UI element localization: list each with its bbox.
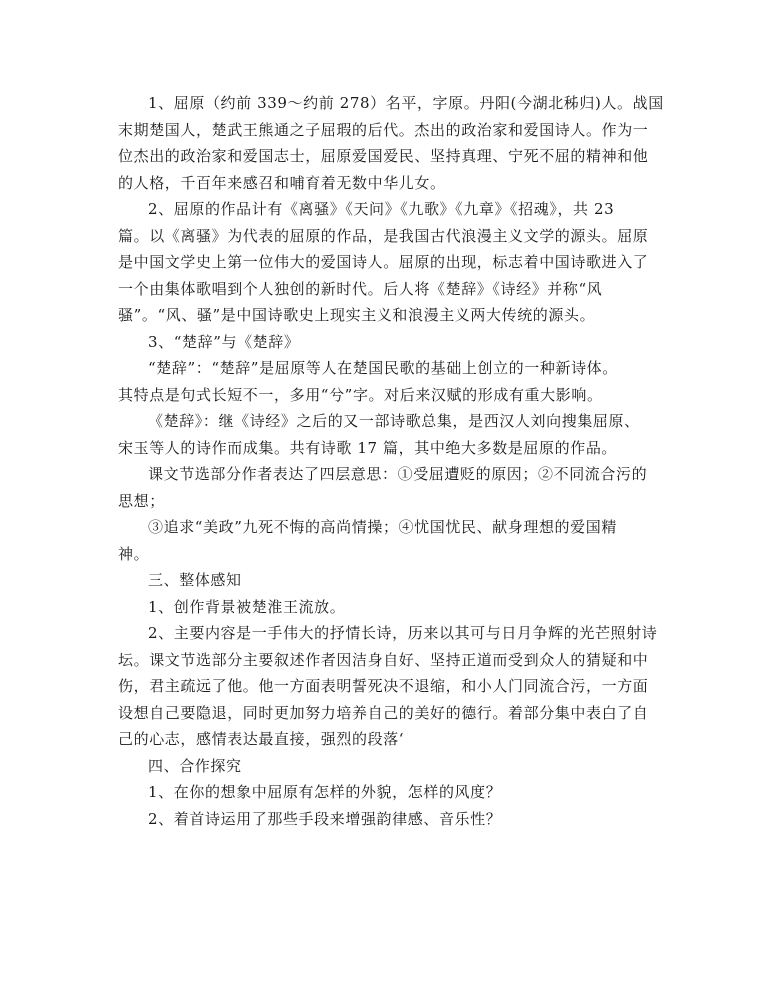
text-line: 设想自己要隐退，同时更加努力培养自己的美好的德行。着部分集中表白了自 (118, 703, 649, 722)
text-line: 1、创作背景被楚淮王流放。 (148, 597, 346, 616)
text-line: “楚辞”：“楚辞”是屈原等人在楚国民歌的基础上创立的一种新诗体。 (148, 359, 618, 377)
text-line: 篇。以《离骚》为代表的屈原的作品，是我国古代浪漫主义文学的源头。屈原 (118, 226, 649, 245)
document-body (118, 90, 664, 832)
text-line: 2、屈原的作品计有《离骚》《天问》《九歌》《九章》《招魂》，共 23 (148, 200, 615, 218)
text-line: 位杰出的政治家和爱国志士，屈原爱国爱民、坚持真理、宁死不屈的精神和他 (118, 147, 649, 165)
text-line: ③追求“美政”九死不悔的高尚情操；④忧国忧民、献身理想的爱国精 (148, 518, 617, 536)
paragraph-qu-yuan-bio (118, 90, 664, 196)
section-heading: 四、合作探究 (148, 756, 242, 775)
paragraph-main-content (118, 620, 658, 753)
paragraph-section-four (118, 753, 650, 780)
text-line: 宋玉等人的诗作而成集。共有诗歌 17 篇，其中绝大多数是屈原的作品。 (118, 438, 618, 457)
paragraph-chuci-heading (118, 329, 650, 356)
paragraph-works (118, 196, 650, 329)
text-line: 《楚辞》：继《诗经》之后的又一部诗歌总集，是西汉人刘向搜集屈原、 (148, 412, 640, 430)
paragraph-chuci-book (118, 408, 650, 461)
section-heading: 三、整体感知 (148, 571, 242, 589)
section-heading: 3、“楚辞”与《楚辞》 (148, 332, 300, 351)
text-line: 2、主要内容是一手伟大的抒情长诗，历来以其可与日月争辉的光芒照射诗 (148, 624, 658, 642)
text-line: 思想； (118, 491, 165, 510)
text-line: 课文节选部分作者表达了四层意思：①受屈遭贬的原因；②不同流合污的 (148, 465, 648, 483)
text-line: 神。 (118, 544, 150, 563)
text-line: 末期楚国人，楚武王熊通之子屈瑕的后代。杰出的政治家和爱国诗人。作为一 (118, 120, 649, 139)
paragraph-question-2 (118, 806, 650, 833)
text-line: 一个由集体歌唱到个人独创的新时代。后人将《楚辞》《诗经》并称“风 (118, 279, 603, 298)
question-line: 2、着首诗运用了那些手段来增强韵律感、音乐性？ (148, 809, 502, 828)
paragraph-background (118, 594, 650, 621)
paragraph-four-meanings-cont (118, 514, 650, 567)
text-line: 其特点是句式长短不一，多用“兮”字。对后来汉赋的形成有重大影响。 (118, 385, 603, 404)
text-line: 的人格，千百年来感召和哺育着无数中华儿女。 (118, 173, 446, 192)
paragraph-section-three (118, 567, 650, 594)
text-line: 伤，君主疏远了他。他一方面表明誓死决不退缩，和小人门同流合污，一方面 (118, 677, 649, 695)
paragraph-chuci-style (118, 355, 650, 408)
text-line: 是中国文学史上第一位伟大的爱国诗人。屈原的出现，标志着中国诗歌进入了 (118, 253, 649, 271)
text-line: 己的心志，感情表达最直接，强烈的段落‘ (118, 730, 405, 748)
paragraph-question-1 (118, 779, 650, 806)
text-line: 1、屈原（约前 339～约前 278）名平，字原。丹阳(今湖北秭归)人。战国 (148, 94, 664, 112)
text-line: 坛。课文节选部分主要叙述作者因洁身自好、坚持正道而受到众人的猜疑和中 (118, 650, 649, 669)
text-line: 骚”。“风、骚”是中国诗歌史上现实主义和浪漫主义两大传统的源头。 (118, 306, 596, 324)
paragraph-four-meanings (118, 461, 650, 514)
question-line: 1、在你的想象中屈原有怎样的外貌，怎样的风度？ (148, 783, 502, 801)
